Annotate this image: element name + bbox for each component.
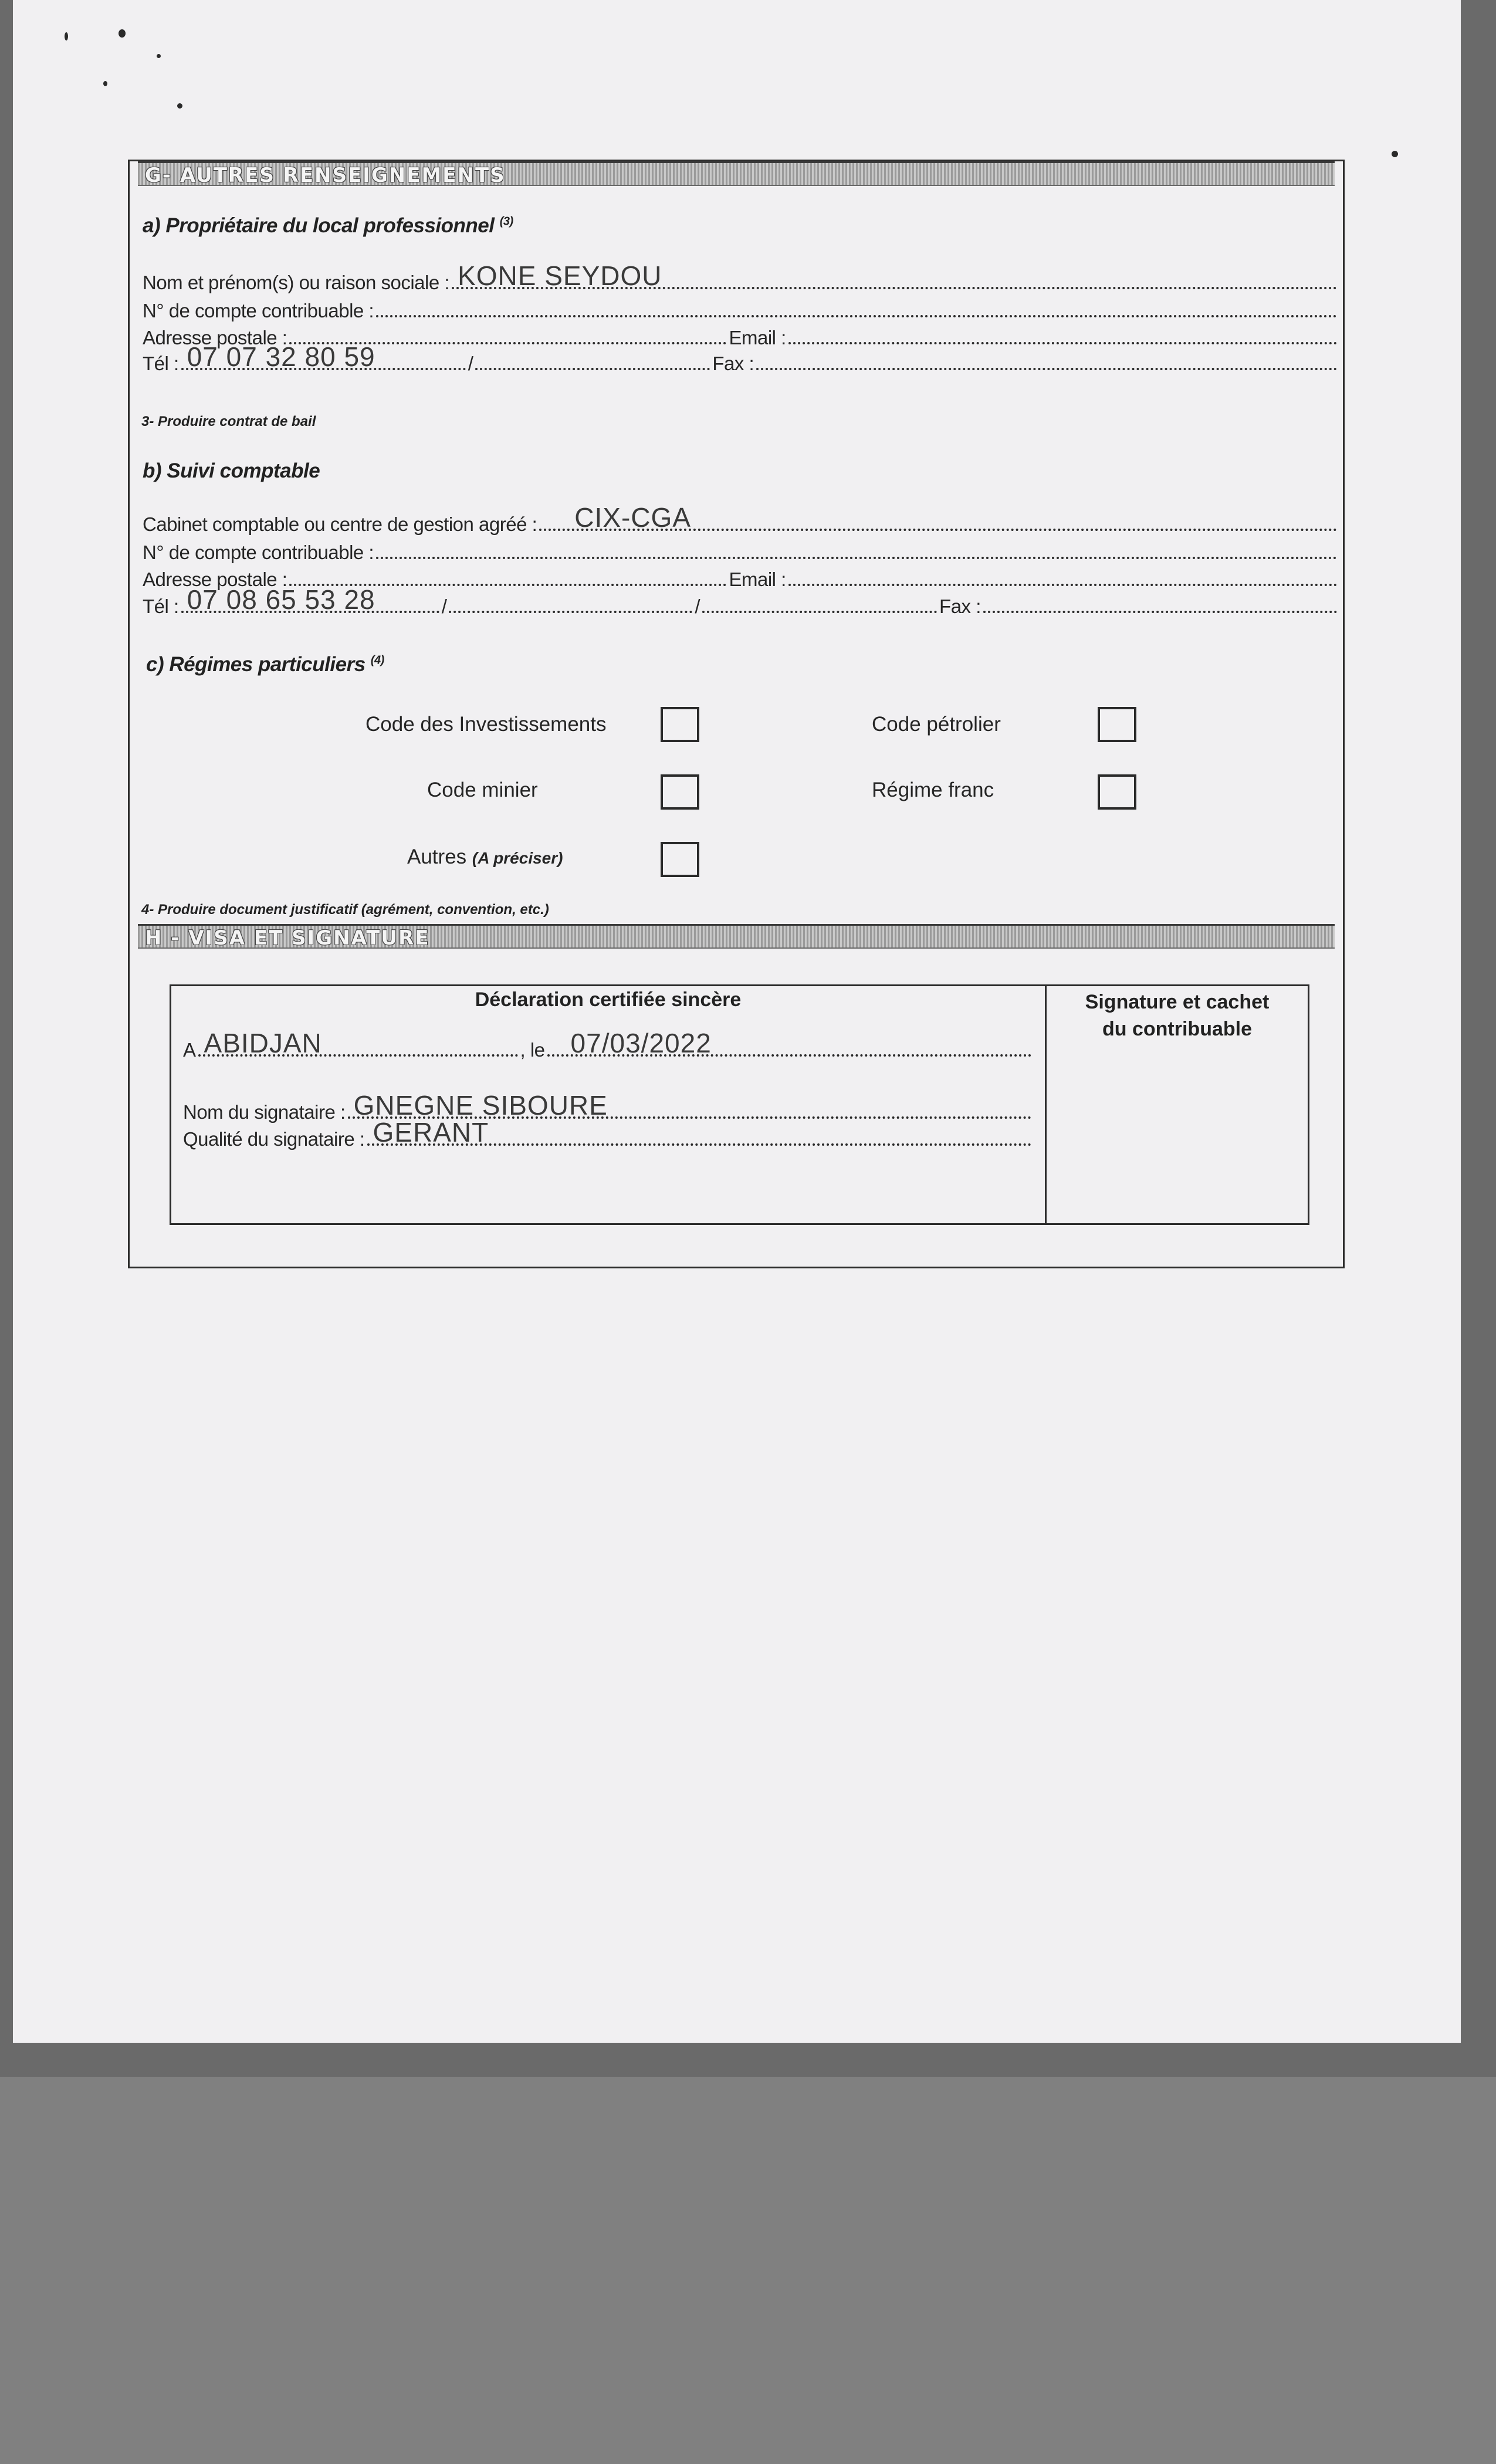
accounting-firm-value: CIX-CGA	[574, 502, 691, 533]
regimes-subtitle	[146, 653, 384, 676]
regime-checkbox-autres[interactable]	[661, 842, 699, 877]
place-label: A	[183, 1039, 196, 1061]
regime-label-minier: Code minier	[427, 779, 538, 801]
signatory-quality-value: GERANT	[373, 1117, 489, 1148]
accounting-account-row	[143, 541, 1339, 564]
owner-name-row	[143, 260, 1339, 294]
scan-speck	[157, 54, 161, 58]
accounting-tel2-field[interactable]	[449, 610, 692, 613]
owner-email-field[interactable]	[788, 341, 1337, 344]
declaration-panel	[171, 986, 1047, 1223]
owner-fax-field[interactable]	[756, 367, 1337, 370]
accounting-firm-field[interactable]	[539, 502, 1337, 533]
regime-label-petrolier: Code pétrolier	[872, 713, 1001, 736]
place-value: ABIDJAN	[204, 1028, 322, 1058]
regime-checkbox-franc[interactable]	[1098, 774, 1136, 810]
date-field[interactable]	[547, 1028, 1031, 1058]
signature-title-line1: Signature et cachet	[1085, 991, 1270, 1013]
accounting-tel-row	[143, 584, 1339, 618]
accounting-tel3-field[interactable]	[702, 610, 937, 613]
owner-subtitle-text: a) Propriétaire du local professionnel	[143, 214, 495, 237]
section-g-header	[138, 161, 1335, 186]
declaration-box	[170, 984, 1309, 1225]
owner-tel2-field[interactable]	[475, 367, 710, 370]
owner-address-label: Adresse postale :	[143, 327, 287, 348]
regime-label-autres-note: (A préciser)	[472, 849, 563, 867]
signatory-quality-row	[183, 1117, 1034, 1150]
regimes-subtitle-text: c) Régimes particuliers	[146, 653, 365, 676]
accounting-account-label: N° de compte contribuable :	[143, 541, 374, 563]
scan-speck	[119, 29, 126, 38]
owner-tel-separator: /	[468, 353, 473, 374]
signature-panel-title	[1047, 989, 1308, 1043]
date-label: , le	[520, 1039, 545, 1061]
date-value: 07/03/2022	[570, 1028, 712, 1058]
place-field[interactable]	[198, 1028, 518, 1058]
regimes-footnote-ref: (4)	[370, 654, 384, 667]
signatory-quality-field[interactable]	[367, 1117, 1031, 1148]
accounting-address-label: Adresse postale :	[143, 568, 287, 590]
owner-subtitle	[143, 214, 513, 238]
signature-title-line2: du contribuable	[1102, 1018, 1252, 1040]
section-h-title: H - VISA ET SIGNATURE	[145, 926, 430, 950]
section-g-title: G- AUTRES RENSEIGNEMENTS	[145, 164, 506, 187]
section-h-header	[138, 924, 1335, 949]
accounting-email-label: Email :	[729, 568, 786, 590]
scan-speck	[1392, 151, 1398, 157]
owner-tel-value: 07 07 32 80 59	[187, 341, 375, 372]
form-box	[128, 160, 1345, 1268]
accounting-fax-label: Fax :	[939, 595, 981, 617]
accounting-tel-label: Tél :	[143, 595, 179, 617]
scan-speck	[177, 103, 182, 109]
owner-name-field[interactable]	[452, 260, 1337, 291]
accounting-fax-field[interactable]	[983, 610, 1337, 613]
signatory-quality-label: Qualité du signataire :	[183, 1128, 365, 1150]
owner-name-label: Nom et prénom(s) ou raison sociale :	[143, 272, 450, 293]
regime-label-autres	[407, 845, 563, 869]
regime-label-autres-text: Autres	[407, 845, 467, 868]
scan-speck	[65, 32, 68, 40]
regimes-footnote: 4- Produire document justificatif (agrément, convention, etc.)	[141, 902, 549, 918]
regime-label-franc: Régime franc	[872, 779, 994, 801]
owner-tel-label: Tél :	[143, 353, 179, 374]
accounting-tel-value: 07 08 65 53 28	[187, 584, 375, 615]
accounting-tel-separator: /	[441, 595, 447, 617]
owner-footnote: 3- Produire contrat de bail	[141, 414, 316, 429]
accounting-tel-separator-2: /	[695, 595, 700, 617]
signatory-name-value: GNEGNE SIBOURE	[353, 1090, 608, 1121]
regime-checkbox-investissements[interactable]	[661, 707, 699, 742]
accounting-subtitle: b) Suivi comptable	[143, 459, 320, 482]
owner-account-field[interactable]	[376, 314, 1337, 317]
owner-account-label: N° de compte contribuable :	[143, 300, 374, 321]
regime-checkbox-minier[interactable]	[661, 774, 699, 810]
signatory-name-label: Nom du signataire :	[183, 1101, 346, 1123]
declaration-place-date-row	[183, 1028, 1034, 1061]
accounting-tel-field[interactable]	[181, 584, 439, 615]
owner-tel-row	[143, 341, 1339, 375]
accounting-account-field[interactable]	[376, 556, 1337, 559]
declaration-title: Déclaration certifiée sincère	[475, 989, 742, 1011]
scan-speck	[103, 81, 107, 86]
regime-label-investissements: Code des Investissements	[365, 713, 607, 736]
owner-account-row	[143, 300, 1339, 322]
owner-name-value: KONE SEYDOU	[458, 260, 662, 291]
accounting-firm-row	[143, 502, 1339, 536]
owner-footnote-ref: (3)	[499, 215, 513, 228]
owner-fax-label: Fax :	[712, 353, 754, 374]
scanned-page	[13, 0, 1461, 2043]
owner-tel-field[interactable]	[181, 341, 466, 372]
accounting-email-field[interactable]	[788, 583, 1337, 586]
accounting-firm-label: Cabinet comptable ou centre de gestion agréé :	[143, 513, 537, 535]
regime-checkbox-petrolier[interactable]	[1098, 707, 1136, 742]
signatory-name-row	[183, 1090, 1034, 1123]
owner-email-label: Email :	[729, 327, 786, 348]
